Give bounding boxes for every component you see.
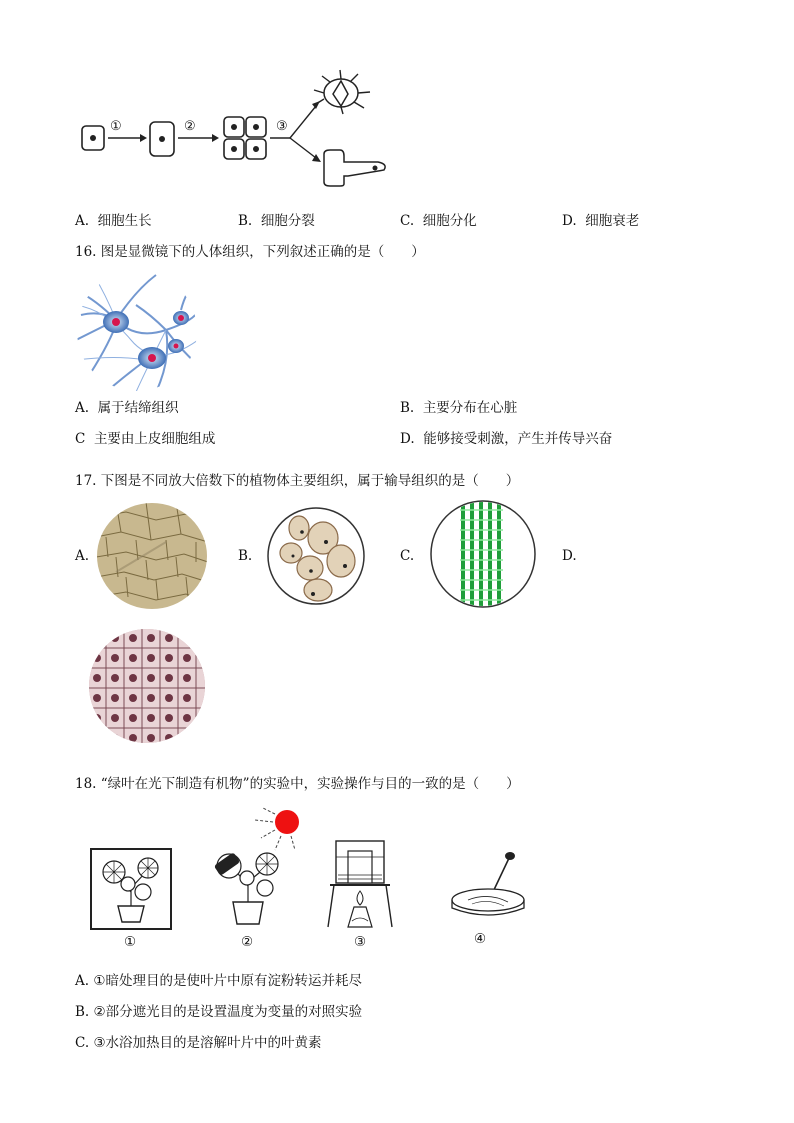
step-3-label: ③	[276, 119, 288, 134]
q18-stem: 18. “绿叶在光下制造有机物”的实验中，实验操作与目的一致的是（ ）	[75, 776, 520, 792]
option-text: 主要由上皮细胞组成	[93, 431, 216, 447]
q15-option-b[interactable]	[238, 209, 315, 229]
cell-process-diagram	[78, 66, 398, 196]
option-text: 属于结缔组织	[97, 400, 179, 416]
tissue-image-b	[266, 506, 366, 606]
nerve-tissue-image	[76, 270, 198, 392]
tissue-image-d	[88, 628, 206, 744]
step-2-label: ②	[184, 119, 196, 134]
figure-label-4: ④	[474, 931, 487, 947]
q16-option-d[interactable]	[400, 427, 612, 447]
q15-option-a[interactable]	[75, 209, 152, 229]
option-text: 主要分布在心脏	[422, 400, 518, 416]
q16-stem: 16. 图是显微镜下的人体组织，下列叙述正确的是（ ）	[75, 244, 425, 260]
step-1-label: ①	[110, 119, 122, 134]
q18-option-a[interactable]	[75, 969, 362, 989]
experiment-step-4-iodine-drop	[448, 850, 528, 920]
option-letter: B.	[400, 400, 415, 416]
option-letter: B.	[75, 1004, 90, 1020]
q17-option-d[interactable]	[562, 548, 577, 564]
option-letter: C	[75, 431, 86, 447]
tissue-image-c	[430, 500, 536, 608]
experiment-step-1-dark-treatment	[90, 848, 172, 930]
option-letter: A.	[75, 548, 90, 564]
option-letter: B.	[238, 213, 253, 229]
figure-label-2: ②	[241, 934, 254, 950]
q15-option-c[interactable]	[400, 209, 477, 229]
option-text: 细胞生长	[97, 213, 152, 229]
experiment-step-2-partial-shading	[205, 806, 305, 930]
q18-option-b[interactable]	[75, 1000, 362, 1020]
option-text: ①暗处理目的是使叶片中原有淀粉转运并耗尽	[93, 973, 362, 989]
option-text: ③水浴加热目的是溶解叶片中的叶黄素	[93, 1035, 322, 1051]
option-letter: A.	[75, 973, 90, 989]
q16-option-c[interactable]	[75, 427, 215, 447]
option-text: 细胞分化	[422, 213, 477, 229]
option-text: 细胞衰老	[585, 213, 640, 229]
option-letter: B.	[238, 548, 253, 564]
option-letter: D.	[562, 548, 577, 564]
q16-option-b[interactable]	[400, 396, 517, 416]
figure-label-3: ③	[354, 934, 367, 950]
q17-stem: 17. 下图是不同放大倍数下的植物体主要组织，属于输导组织的是（ ）	[75, 473, 520, 489]
option-text: 细胞分裂	[260, 213, 315, 229]
figure-label-1: ①	[124, 934, 137, 950]
q16-option-a[interactable]	[75, 396, 179, 416]
option-letter: C.	[400, 548, 415, 564]
tissue-image-a	[96, 502, 208, 610]
experiment-step-3-water-bath	[326, 835, 394, 931]
option-letter: A.	[75, 213, 90, 229]
q18-option-c[interactable]	[75, 1031, 322, 1051]
q17-option-c[interactable]	[400, 548, 414, 564]
option-letter: C.	[400, 213, 415, 229]
q15-option-d[interactable]	[562, 209, 639, 229]
option-letter: D.	[562, 213, 577, 229]
option-letter: C.	[75, 1035, 90, 1051]
q17-option-a[interactable]	[75, 548, 89, 564]
q17-option-b[interactable]	[238, 548, 252, 564]
option-text: 能够接受刺激，产生并传导兴奋	[423, 431, 613, 447]
option-letter: A.	[75, 400, 90, 416]
option-letter: D.	[400, 431, 415, 447]
option-text: ②部分遮光目的是设置温度为变量的对照实验	[93, 1004, 363, 1020]
